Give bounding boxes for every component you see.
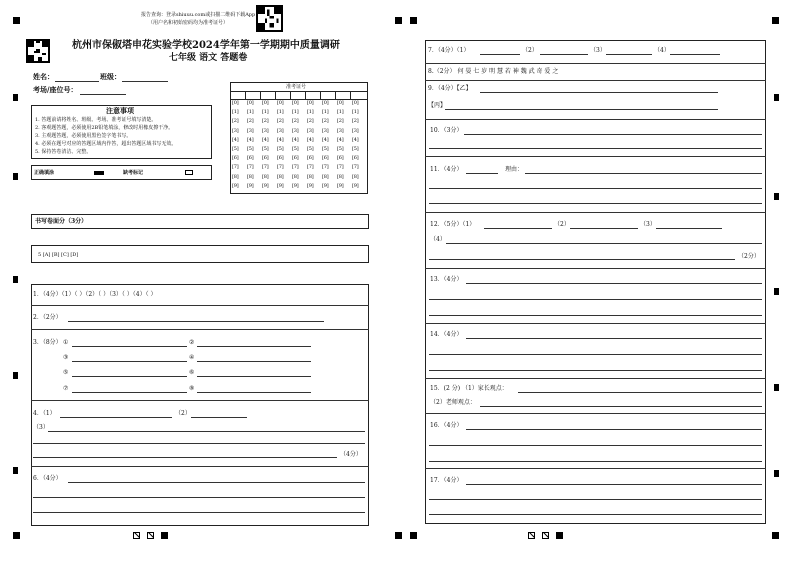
q16-answer-1[interactable] [466,429,762,430]
q3-answer-2[interactable] [197,346,311,347]
q12-answer-4[interactable] [446,243,762,244]
ticket-digit-cell [350,91,351,99]
ticket-digit-bubble[interactable]: [9] [262,182,269,189]
notice-item: 4. 必须在题号对应的答题区域内作答，超出答题区域书写无效。 [35,141,177,147]
ticket-digit-bubble[interactable]: [4] [232,136,239,143]
q10-answer-2[interactable] [429,148,762,149]
ticket-digit-bubble[interactable]: [0] [352,100,359,106]
ticket-digit-bubble[interactable]: [7] [292,164,299,171]
ticket-digit-bubble[interactable]: [7] [277,164,284,171]
q3-answer-6[interactable] [197,376,311,377]
q3-mark-2: ② [189,339,195,346]
q11-answer-1[interactable] [466,173,498,174]
q4-answer-2[interactable] [191,417,247,418]
q4-part2-label: （2） [175,410,191,417]
q1-label: 1．（4分）（1）（ ）（2）（ ）（3）（ ）（4）（ ） [33,291,157,298]
q4-label: 4．（1） [33,410,56,417]
name-field[interactable] [55,81,99,82]
side-mark [774,384,779,391]
section-divider [425,119,766,120]
ticket-digit-cell [275,91,276,99]
side-mark [13,276,18,283]
q3-mark-6: ⑥ [189,369,195,376]
notice-item: 3. 主观题答题，必须使用黑色签字笔书写。 [35,133,132,139]
q3-mark-1: ① [63,339,69,346]
q12-part4-label: （4） [430,236,446,243]
side-mark [774,288,779,295]
q12-part2-label: （2） [554,221,570,228]
q14-answer-3[interactable] [429,370,762,371]
ticket-digit-bubble[interactable]: [2] [262,118,269,125]
q5-options[interactable]: 5 [A] [B] [C] [D] [38,252,79,258]
ticket-digit-bubble[interactable]: [1] [307,109,314,116]
ticket-digit-bubble[interactable]: [0] [292,100,299,106]
ticket-digit-bubble[interactable]: [0] [307,100,314,106]
ticket-digit-bubble[interactable]: [4] [292,136,299,143]
corner-mark-ml2 [395,17,402,24]
side-mark [774,193,779,200]
ticket-digit-bubble[interactable]: [6] [247,155,254,162]
ticket-digit-bubble[interactable]: [9] [337,182,344,189]
section-divider [425,156,766,157]
section-divider [425,323,766,324]
page-tick-filled [556,532,563,539]
correct-fill-sample [94,171,104,175]
report-tip-line1: 报告查询：登录shiuuu.com或扫描二维码下载App [141,12,256,18]
q4-part3-label: （3） [33,424,49,431]
q12-score: （2分） [738,253,760,260]
ticket-digit-bubble[interactable]: [5] [337,146,344,152]
ticket-digit-bubble[interactable]: [5] [352,146,359,152]
q7-answer-3[interactable] [606,54,652,55]
ticket-digit-bubble[interactable]: [4] [322,136,329,143]
ticket-digit-cell [260,91,261,99]
ticket-digit-bubble[interactable]: [7] [352,164,359,171]
q12-answer-3[interactable] [656,228,722,229]
q14-answer-1[interactable] [466,338,762,339]
ticket-digit-bubble[interactable]: [9] [322,182,329,189]
page-tick-filled [161,532,168,539]
ticket-digit-bubble[interactable]: [4] [307,136,314,143]
page-tick-slash [542,532,549,539]
ticket-digit-bubble[interactable]: [5] [247,146,254,152]
ticket-digit-bubble[interactable]: [1] [232,109,239,116]
page-tick-slash [528,532,535,539]
ticket-digit-bubble[interactable]: [3] [307,127,314,134]
q15-part2-label: （2）老师观点： [430,399,476,406]
ticket-digit-bubble[interactable]: [6] [292,155,299,162]
ticket-digit-bubble[interactable]: [7] [232,164,239,171]
ticket-digit-bubble[interactable]: [6] [307,155,314,162]
q12-answer-2[interactable] [570,228,638,229]
q7-part3-label: （3） [590,47,606,54]
fill-example-box [31,165,212,180]
ticket-digit-bubble[interactable]: [3] [322,127,329,134]
exam-subtitle: 七年级 语文 答题卷 [169,53,248,63]
q16-answer-3[interactable] [429,461,762,462]
ticket-digit-bubble[interactable]: [6] [322,155,329,162]
ticket-digit-cell [230,91,231,99]
ticket-digit-bubble[interactable]: [2] [352,118,359,125]
ticket-digit-bubble[interactable]: [8] [262,173,269,180]
ticket-digit-bubble[interactable]: [8] [307,173,314,180]
q9-label: 9．（4分）【乙】 [428,85,472,92]
q3-answer-8[interactable] [197,392,311,393]
q17-answer-2[interactable] [429,499,762,500]
q3-answer-1[interactable] [72,346,187,347]
seat-label: 考场/座位号： [33,85,78,94]
q6-answer-2[interactable] [33,497,365,498]
q10-answer-1[interactable] [464,134,762,135]
page-tick-slash [133,532,140,539]
ticket-digit-bubble[interactable]: [8] [277,173,284,180]
ticket-digit-bubble[interactable]: [9] [352,182,359,189]
ticket-digit-cell [245,91,246,99]
section-divider [31,305,369,306]
notice-item: 1. 答题前请将姓名、班级、考场、准考证号填写清楚。 [35,117,157,123]
q16-answer-2[interactable] [429,445,762,446]
side-mark [13,372,18,379]
ticket-digit-bubble[interactable]: [9] [307,182,314,189]
ticket-digit-bubble[interactable]: [0] [322,100,329,106]
q11-answer-3[interactable] [429,203,762,204]
section-divider [425,378,766,379]
absent-mark-label: 缺考标记 [123,170,144,176]
ticket-digit-bubble[interactable]: [5] [322,146,329,152]
q13-answer-3[interactable] [429,315,762,316]
corner-mark-tl [13,17,20,24]
side-mark [774,470,779,477]
ticket-digit-bubble[interactable]: [6] [337,155,344,162]
section-divider [425,413,766,414]
ticket-digit-bubble[interactable]: [6] [277,155,284,162]
notice-item: 5. 保持答卷清洁、完整。 [35,149,92,155]
q14-label: 14．（4分） [430,331,463,338]
ticket-digit-bubble[interactable]: [4] [247,136,254,143]
report-tip-line2: （用户名和初始密码均为准考证号） [148,20,229,26]
ticket-digit-bubble[interactable]: [3] [352,127,359,134]
q4-answer-4[interactable] [33,443,365,444]
ticket-digit-bubble[interactable]: [3] [277,127,284,134]
ticket-digit-bubble[interactable]: [1] [337,109,344,116]
q3-label: 3．（8分） [33,339,62,346]
section-divider [425,468,766,469]
ticket-digit-cell [305,91,306,99]
ticket-digit-bubble[interactable]: [2] [307,118,314,125]
ticket-digit-bubble[interactable]: [1] [322,109,329,116]
ticket-digit-bubble[interactable]: [4] [352,136,359,143]
ticket-digit-bubble[interactable]: [7] [322,164,329,171]
page-tick-slash [147,532,154,539]
q14-answer-2[interactable] [429,354,762,355]
writing-score-label: 书写卷面分（3分） [35,218,88,225]
q3-mark-8: ⑧ [189,385,195,392]
ticket-digit-bubble[interactable]: [7] [247,164,254,171]
writing-score-box [31,214,369,229]
exam-title: 杭州市保俶塔申花实验学校2024学年第一学期期中质量调研 [72,40,340,51]
ticket-digit-bubble[interactable]: [0] [337,100,344,106]
q13-answer-2[interactable] [429,299,762,300]
section-divider [425,80,766,81]
q13-answer-1[interactable] [466,283,762,284]
notice-item: 2. 客观题答题，必须使用2B铅笔填涂，修改时用橡皮擦干净。 [35,125,174,131]
q16-label: 16．（4分） [430,422,463,429]
ticket-digit-bubble[interactable]: [8] [232,173,239,180]
q7-part4-label: （4） [654,47,670,54]
corner-mark-ml [395,532,402,539]
ticket-digit-bubble[interactable]: [1] [352,109,359,116]
q2-label: 2．（2分） [33,314,62,321]
q2-answer-line[interactable] [68,321,324,322]
q3-mark-4: ④ [189,354,195,361]
q11-answer-2[interactable] [429,188,762,189]
q10-label: 10．（3分） [430,127,463,134]
ticket-digit-bubble[interactable]: [3] [232,127,239,134]
ticket-digit-bubble[interactable]: [7] [262,164,269,171]
q11-label: 11．（4分） [430,166,463,173]
q7-answer-4[interactable] [670,54,720,55]
q17-answer-1[interactable] [466,484,762,485]
ticket-digit-bubble[interactable]: [5] [277,146,284,152]
ticket-digit-bubble[interactable]: [6] [232,155,239,162]
name-label: 姓名： [33,72,54,81]
corner-mark-mr2 [410,532,417,539]
q4-score: （4分） [340,451,362,458]
ticket-digit-bubble[interactable]: [6] [262,155,269,162]
q13-label: 13．（4分） [430,276,463,283]
ticket-digit-bubble[interactable]: [8] [337,173,344,180]
ticket-digit-bubble[interactable]: [5] [262,146,269,152]
absent-mark-checkbox[interactable] [185,170,193,175]
ticket-digit-bubble[interactable]: [3] [292,127,299,134]
ticket-digit-bubble[interactable]: [2] [247,118,254,125]
ticket-digit-bubble[interactable]: [9] [247,182,254,189]
ticket-digit-bubble[interactable]: [7] [337,164,344,171]
corner-mark-bl [13,532,20,539]
q3-answer-4[interactable] [197,361,311,362]
ticket-digit-bubble[interactable]: [4] [262,136,269,143]
ticket-digit-bubble[interactable]: [8] [247,173,254,180]
q17-label: 17．（4分） [430,477,463,484]
q17-answer-3[interactable] [429,514,762,515]
q9-part-label: 【丙】 [428,102,447,109]
ticket-digit-cell [290,91,291,99]
q3-mark-3: ③ [63,354,69,361]
ticket-digit-cell [320,91,321,99]
ticket-digit-cell [335,91,336,99]
q12-answer-5[interactable] [429,259,735,260]
section-divider [425,63,766,64]
ticket-digit-bubble[interactable]: [8] [322,173,329,180]
ticket-digit-bubble[interactable]: [2] [322,118,329,125]
q7-answer-2[interactable] [540,54,588,55]
side-mark [13,173,18,180]
notice-box [31,105,212,159]
class-field[interactable] [122,81,168,82]
ticket-digit-bubble[interactable]: [3] [262,127,269,134]
q15-answer-2[interactable] [480,406,762,407]
ticket-digit-bubble[interactable]: [0] [232,100,239,106]
section-divider [425,268,766,269]
choice-box [31,245,369,263]
q3-mark-7: ⑦ [63,385,69,392]
ticket-digit-bubble[interactable]: [8] [352,173,359,180]
corner-mark-mr [410,17,417,24]
q6-answer-1[interactable] [68,482,365,483]
section-divider [31,329,369,330]
ticket-digit-bubble[interactable]: [1] [247,109,254,116]
ticket-digit-bubble[interactable]: [9] [232,182,239,189]
ticket-digit-bubble[interactable]: [2] [292,118,299,125]
q15-answer-1[interactable] [518,392,762,393]
ticket-digit-bubble[interactable]: [4] [337,136,344,143]
ticket-number-title: 准考证号 [286,84,307,90]
section-divider [425,212,766,213]
right-answer-box [425,40,766,524]
ticket-digit-bubble[interactable]: [5] [307,146,314,152]
student-qr-code [26,39,50,63]
q15-label: 15．(2 分) （1）家长观点： [430,385,508,392]
ticket-digit-bubble[interactable]: [3] [247,127,254,134]
q6-answer-3[interactable] [33,512,365,513]
ticket-digit-bubble[interactable]: [1] [292,109,299,116]
side-mark [13,94,18,101]
section-divider [31,466,369,467]
correct-fill-label: 正确填涂 [34,170,55,176]
q3-answer-5[interactable] [72,376,187,377]
ticket-digit-bubble[interactable]: [1] [262,109,269,116]
corner-mark-br [772,532,779,539]
q11-reason-line[interactable] [525,173,762,174]
ticket-digit-bubble[interactable]: [4] [277,136,284,143]
side-mark [774,94,779,101]
q4-answer-3[interactable] [48,431,365,432]
q12-part3-label: （3） [640,221,656,228]
ticket-digit-bubble[interactable]: [9] [292,182,299,189]
ticket-digit-bubble[interactable]: [5] [232,146,239,152]
q8-label: 8.（2分） 何 晏 七 岁 明 慧 若 神 魏 武 奇 爱 之 [428,68,559,75]
q4-answer-1[interactable] [60,417,172,418]
ticket-digit-bubble[interactable]: [3] [337,127,344,134]
q4-answer-5[interactable] [33,457,337,458]
notice-title: 注意事项 [106,106,134,115]
q7-part2-label: （2） [522,47,538,54]
ticket-digit-bubble[interactable]: [2] [337,118,344,125]
ticket-digit-bubble[interactable]: [8] [292,173,299,180]
q7-label: 7．（4分）（1） [428,47,470,54]
q3-answer-7[interactable] [72,392,187,393]
q9-answer-2[interactable] [445,109,718,110]
q6-label: 6．（4分） [33,475,62,482]
ticket-digit-bubble[interactable]: [9] [277,182,284,189]
q3-answer-3[interactable] [72,361,187,362]
download-qr-code [256,5,283,32]
section-divider [31,400,369,401]
q11-reason-label: 理由： [505,166,524,173]
q12-label: 12．（5分）（1） [430,221,476,228]
ticket-digit-bubble[interactable]: [1] [277,109,284,116]
q9-answer-1[interactable] [480,92,718,93]
class-label: 班级： [100,72,121,81]
side-mark [13,467,18,474]
q12-answer-1[interactable] [484,228,552,229]
ticket-digit-bubble[interactable]: [7] [307,164,314,171]
ticket-digit-bubble[interactable]: [5] [292,146,299,152]
ticket-digit-bubble[interactable]: [0] [277,100,284,106]
seat-field[interactable] [80,94,126,95]
ticket-digit-bubble[interactable]: [2] [232,118,239,125]
ticket-digit-bubble[interactable]: [6] [352,155,359,162]
q3-mark-5: ⑤ [63,369,69,376]
corner-mark-tr [772,17,779,24]
ticket-digit-bubble[interactable]: [0] [247,100,254,106]
ticket-digit-bubble[interactable]: [0] [262,100,269,106]
ticket-digit-bubble[interactable]: [2] [277,118,284,125]
q7-answer-1[interactable] [480,54,520,55]
